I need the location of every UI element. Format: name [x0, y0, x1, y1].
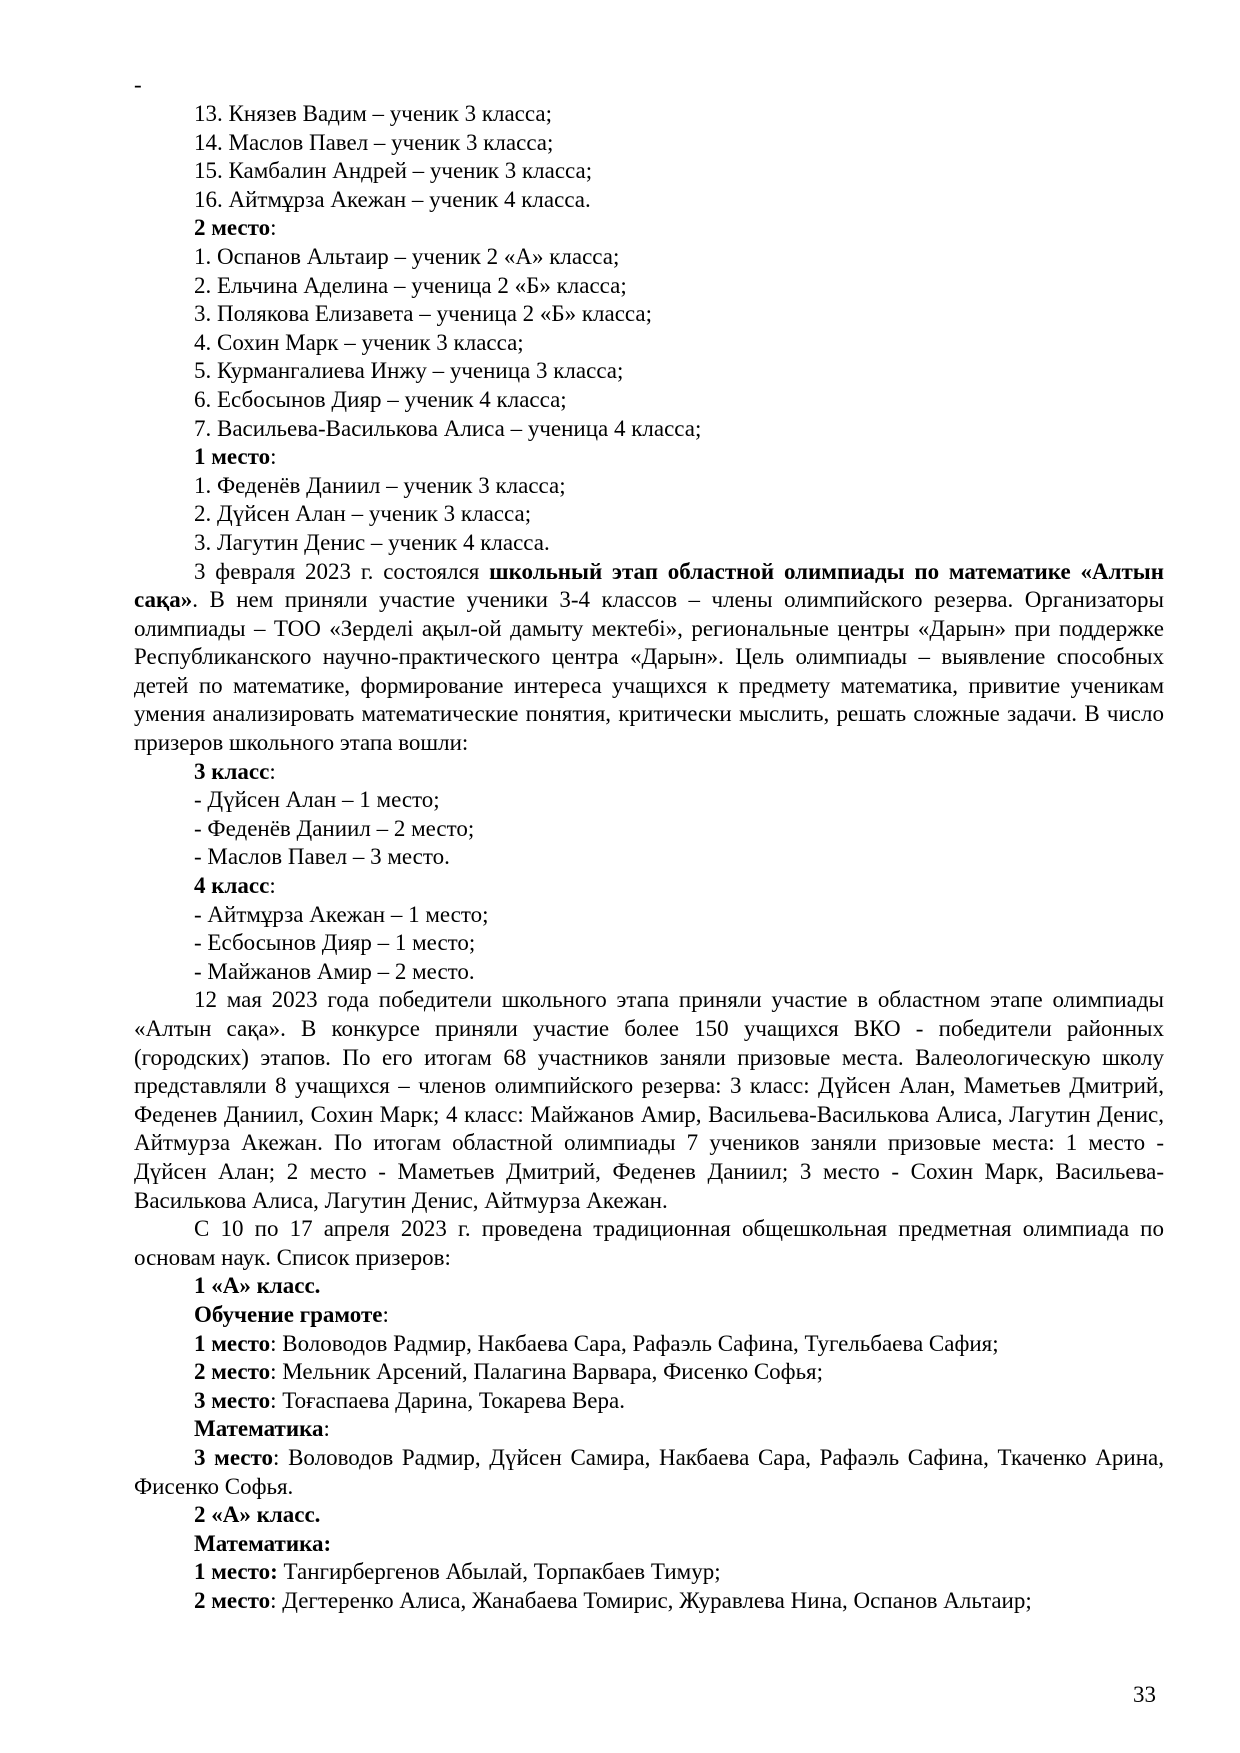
list-item: 16. Айтмұрза Акежан – ученик 4 класса. — [194, 186, 591, 212]
place-heading: 2 место: — [194, 215, 277, 241]
paragraph-regional-stage: 12 мая 2023 года победители школьного этапа приняли участие в областном этапе олимпиады «Алтын сақа». В конкурсе приняли участие более 150 учащихся ВКО - победители районных (городских) этапов. По его итогам 68 участников заняли призовые места. Валеологическую школу представляли 8 учащихся – членов олимпийского резерва: 3 класс: Дүйсен Алан, Маметьев Дмитрий, Феденев Даниил, Сохин Марк; 4 класс: Майжанов Амир, Васильева-Василькова Алиса, Лагутин Денис, Айтмурза Акежан. По итогам областной олимпиады 7 учеников заняли призовые места: 1 место - Дүйсен Алан; 2 место - Маметьев Дмитрий, Феденев Даниил; 3 место - Сохин Марк, Васильева-Василькова Алиса, Лагутин Денис, Айтмурза Акежан. — [134, 987, 1164, 1213]
result-line: 1 место: Воловодов Радмир, Накбаева Сара, Рафаэль Сафина, Тугельбаева Сафия; — [194, 1330, 999, 1356]
list-item: 3. Полякова Елизавета – ученица 2 «Б» класса; — [194, 301, 653, 327]
header-dash: - — [134, 72, 142, 97]
list-item: 4. Сохин Марк – ученик 3 класса; — [194, 329, 524, 355]
result-line: 2 место: Мельник Арсений, Палагина Варвара, Фисенко Софья; — [194, 1359, 824, 1385]
subject-heading: Математика: — [194, 1416, 330, 1442]
paragraph-school-olympiad: С 10 по 17 апреля 2023 г. проведена традиционная общешкольная предметная олимпиада по основам наук. Список призеров: — [134, 1216, 1164, 1270]
subject-heading: Математика: — [194, 1530, 332, 1556]
list-item: - Айтмұрза Акежан – 1 место; — [194, 901, 489, 927]
list-item: 3. Лагутин Денис – ученик 4 класса. — [194, 529, 550, 555]
paragraph-olympiad-school-stage: 3 февраля 2023 г. состоялся школьный этап областной олимпиады по математике «Алтын сақа». В нем приняли участие ученики 3-4 классов – члены олимпийского резерва. Организаторы олимпиады – ТОО «Зерделі ақыл-ой дамыту мектебі», региональные центры «Дарын» при поддержке Республиканского научно-практического центра «Дарын». Цель олимпиады – выявление способных детей по математике, формирование интереса учащихся к предмету математика, привитие ученикам умения анализировать математические понятия, критически мыслить, решать сложные задачи. В число призеров школьного этапа вошли: — [134, 558, 1164, 756]
list-item: 5. Курмангалиева Инжу – ученица 3 класса; — [194, 358, 624, 384]
class-heading: 2 «А» класс. — [194, 1502, 321, 1528]
page-number: 33 — [1133, 1682, 1156, 1707]
list-item: 1. Оспанов Альтаир – ученик 2 «А» класса; — [194, 243, 620, 269]
grade-heading: 3 класс: — [194, 758, 276, 784]
result-line: 1 место: Тангирбергенов Абылай, Торпакбаев Тимур; — [194, 1559, 721, 1585]
list-item: 14. Маслов Павел – ученик 3 класса; — [194, 129, 554, 155]
list-item: 2. Дүйсен Алан – ученик 3 класса; — [194, 501, 532, 527]
list-item: - Дүйсен Алан – 1 место; — [194, 787, 440, 813]
list-item: 13. Князев Вадим – ученик 3 класса; — [194, 101, 552, 126]
grade-heading: 4 класс: — [194, 873, 276, 899]
result-line: 2 место: Дегтеренко Алиса, Жанабаева Томирис, Журавлева Нина, Оспанов Альтаир; — [194, 1587, 1032, 1613]
list-item: 7. Васильева-Василькова Алиса – ученица 4 класса; — [194, 415, 702, 441]
subject-heading: Обучение грамоте: — [194, 1301, 389, 1327]
list-item: 6. Есбосынов Дияр – ученик 4 класса; — [194, 386, 567, 412]
list-item: 1. Феденёв Даниил – ученик 3 класса; — [194, 472, 566, 498]
list-item: 2. Ельчина Аделина – ученица 2 «Б» класса; — [194, 272, 627, 298]
class-heading: 1 «А» класс. — [194, 1273, 321, 1299]
list-item: - Есбосынов Дияр – 1 место; — [194, 930, 476, 956]
result-line: 3 место: Воловодов Радмир, Дүйсен Самира, Накбаева Сара, Рафаэль Сафина, Ткаченко Арина, Фисенко Софья. — [134, 1444, 1164, 1499]
list-item: - Маслов Павел – 3 место. — [194, 844, 450, 870]
result-line: 3 место: Тоғаспаева Дарина, Токарева Вера. — [194, 1387, 625, 1413]
list-item: - Майжанов Амир – 2 место. — [194, 958, 475, 984]
place-heading: 1 место: — [194, 444, 277, 470]
list-item: - Феденёв Даниил – 2 место; — [194, 815, 475, 841]
list-item: 15. Камбалин Андрей – ученик 3 класса; — [194, 158, 593, 184]
document-body — [134, 100, 1164, 1615]
